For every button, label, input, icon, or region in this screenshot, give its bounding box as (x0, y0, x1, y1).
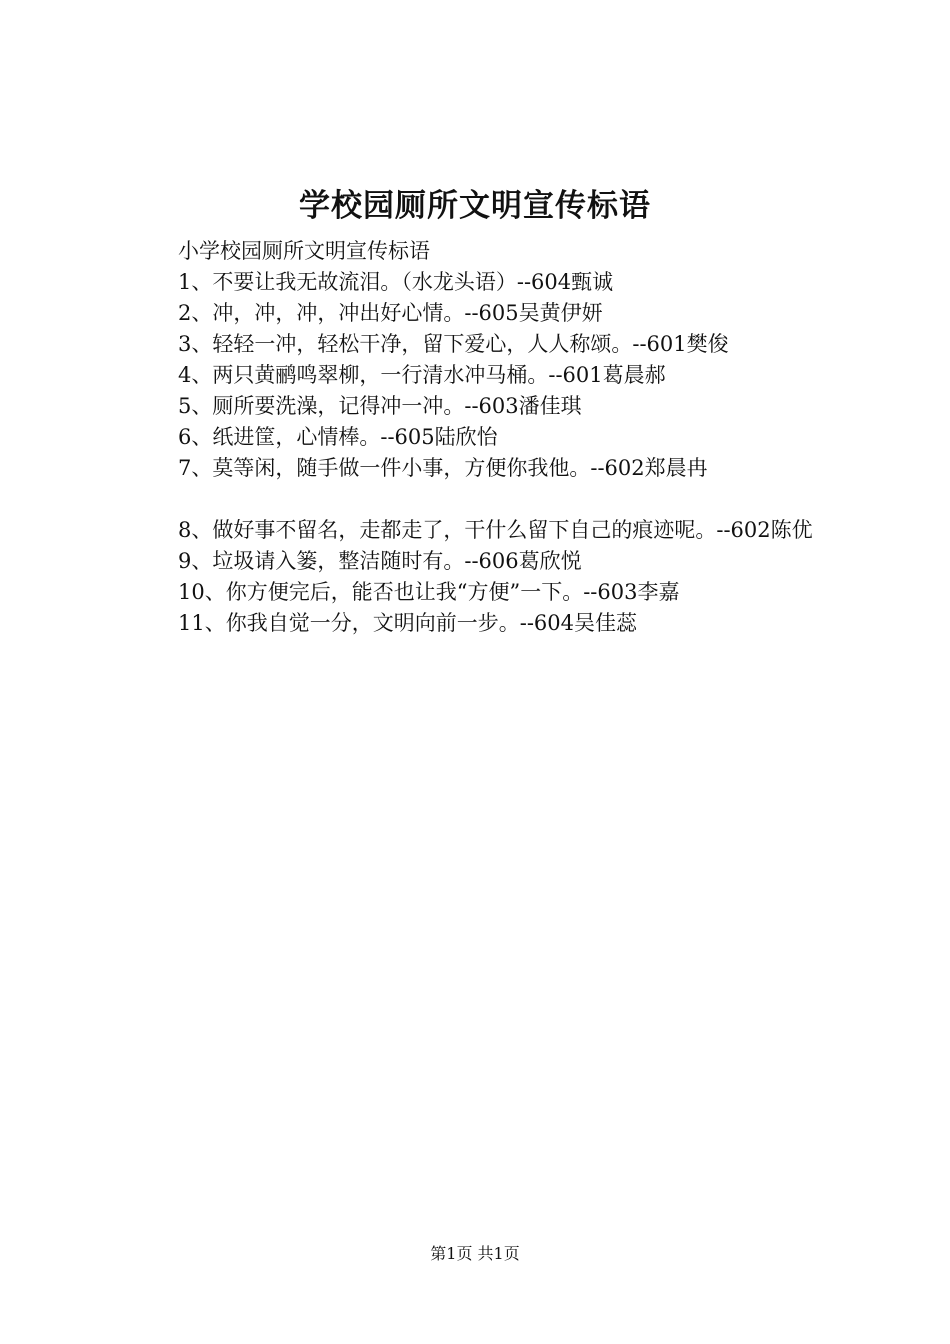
slogan-item: 6、纸进筐，心情棒。--605陆欣怡 (178, 425, 498, 449)
page-footer: 第1页 共1页 (430, 1244, 520, 1263)
slogan-item: 5、厕所要洗澡，记得冲一冲。--603潘佳琪 (178, 394, 582, 418)
document-title: 学校园厕所文明宣传标语 (299, 188, 651, 224)
blank-line (130, 484, 832, 515)
slogan-item: 4、两只黄鹂鸣翠柳，一行清水冲马桶。--601葛晨郝 (178, 363, 666, 387)
slogan-item: 9、垃圾请入篓，整洁随时有。--606葛欣悦 (178, 549, 582, 573)
slogan-item: 11、你我自觉一分，文明向前一步。--604吴佳蕊 (178, 611, 637, 635)
slogan-item: 7、莫等闲，随手做一件小事，方便你我他。--602郑晨冉 (178, 456, 708, 480)
slogan-item: 2、冲，冲，冲，冲出好心情。--605吴黄伊妍 (178, 301, 603, 325)
slogan-item: 10、你方便完后，能否也让我“方便”一下。--603李嘉 (178, 580, 680, 604)
document-body (130, 236, 832, 639)
document-subtitle: 小学校园厕所文明宣传标语 (178, 239, 430, 263)
slogan-item: 1、不要让我无故流泪。（水龙头语）--604甄诚 (178, 270, 614, 294)
slogan-item: 8、做好事不留名，走都走了，干什么留下自己的痕迹呢。--602陈优 (178, 518, 813, 542)
slogan-item: 3、轻轻一冲，轻松干净，留下爱心，人人称颂。--601樊俊 (178, 332, 729, 356)
